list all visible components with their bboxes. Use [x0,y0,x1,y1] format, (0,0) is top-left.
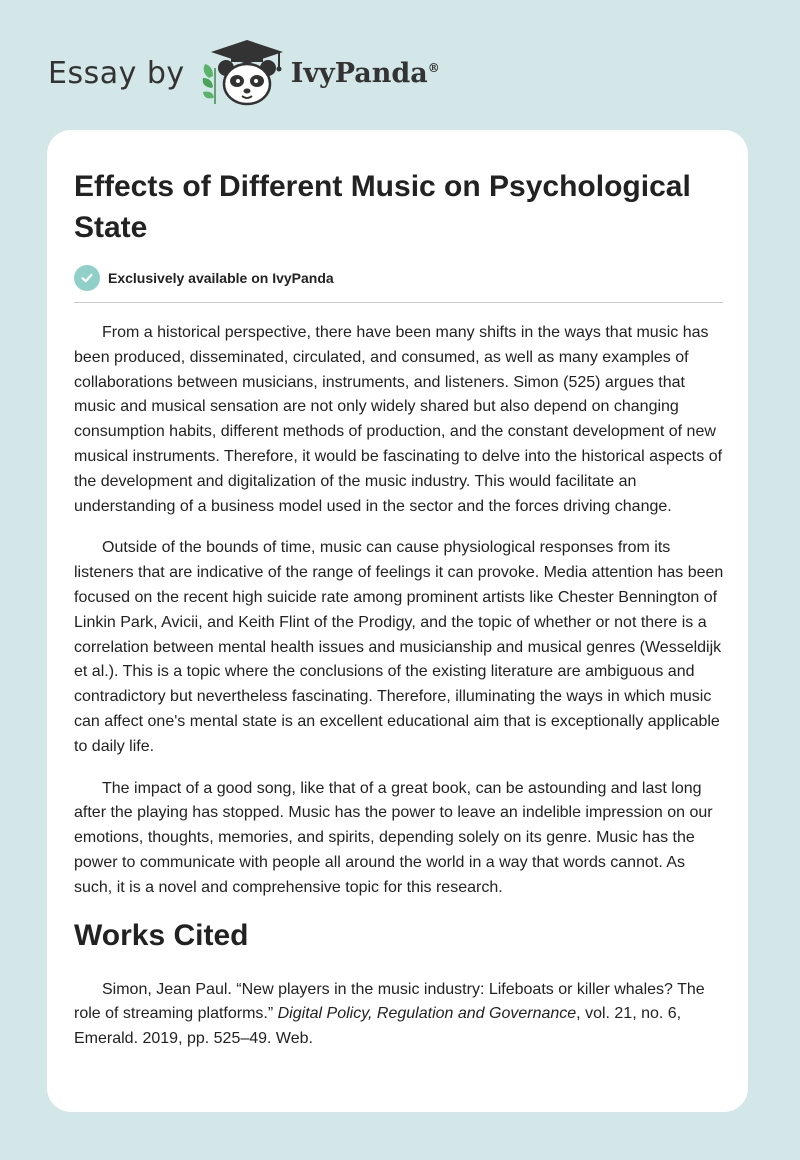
page-title: Effects of Different Music on Psychological State [74,170,691,244]
works-cited-heading: Works Cited [74,918,249,952]
brand-name: IvyPanda® [290,57,440,89]
citation-authors-title: Simon, Jean Paul. “New players in the music industry: Lifeboats or killer whales? The role of streaming platforms.” [74,980,705,1023]
citation-details: , vol. 21, no. 6, Emerald. 2019, pp. 525–49. Web. [74,1005,682,1048]
check-icon [74,265,100,291]
divider [74,302,723,303]
ivypanda-logo[interactable] [48,38,440,108]
paragraph-3: The impact of a good song, like that of a great book, can be astounding and last long after the playing has stopped. Music has the power to leave an indelible impression on our emotions, thoughts, memories, and spirits, depending solely on its genre. Music has the power to communicate with people all around the world in a way that words cannot. As such, it is a novel and comprehensive topic for this research. [74,779,713,896]
essay-by-label: Essay by [48,55,185,91]
citation [74,978,724,1052]
essay-card [47,130,748,1112]
paragraph-1: From a historical perspective, there have been many shifts in the ways that music has been produced, disseminated, circulated, and consumed, as well as many examples of collaborations between musicians, instruments, and listeners. Simon (525) argues that music and musical sensation are not only widely shared but also depend on changing consumption habits, different methods of production, and the constant development of new musical instruments. Therefore, it would be fascinating to delve into the historical aspects of the development and digitalization of the music industry. This would facilitate an understanding of a business model used in the sector and the forces driving change. [74,324,723,515]
paragraph-2: Outside of the bounds of time, music can cause physiological responses from its listeners that are indicative of the range of feelings it can provoke. Media attention has been focused on the recent high suicide rate among prominent artists like Chester Bennington of Linkin Park, Avicii, and Keith Flint of the Prodigy, and the topic of whether or not there is a correlation between mental health issues and musicianship and musical genres (Wesseldijk et al.). This is a topic where the conclusions of the existing literature are ambiguous and contradictory but nevertheless fascinating. Therefore, illuminating the ways in which music can affect one's mental state is an excellent educational aim that is exceptionally applicable to daily life. [74,539,724,755]
panda-mascot-icon [199,38,289,108]
exclusive-badge [74,265,724,291]
citation-journal: Digital Policy, Regulation and Governance [277,1005,577,1023]
badge-label: Exclusively available on IvyPanda [108,270,334,286]
